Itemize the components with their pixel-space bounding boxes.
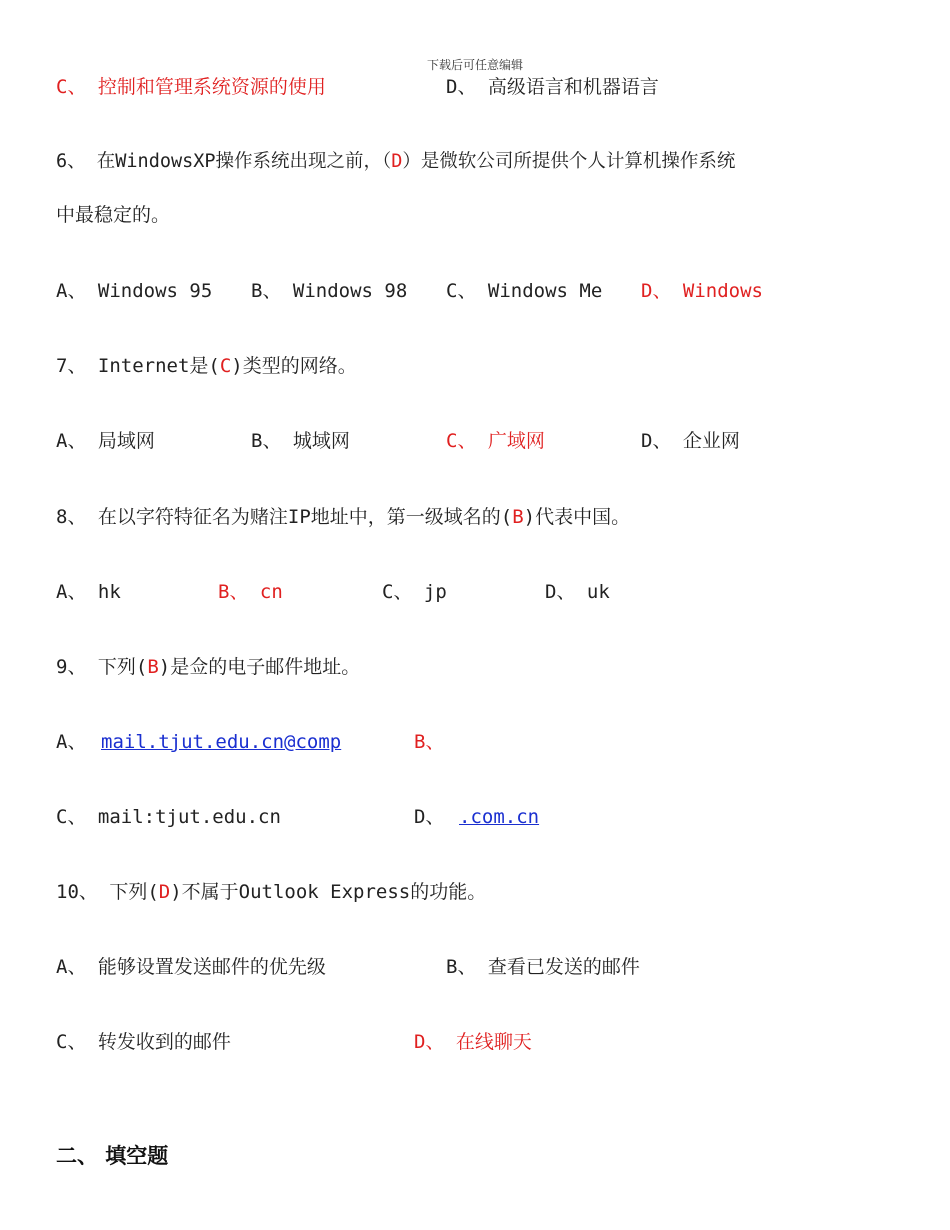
q9-option-a-prefix: A、 — [56, 731, 87, 753]
q6-option-a: A、 Windows 95 — [56, 280, 213, 302]
q7-text-pre: 7、 Internet是( — [56, 355, 220, 377]
q6-text-post: ）是微软公司所提供个人计算机操作系统 — [402, 151, 736, 172]
q8-text-post: )代表中国。 — [523, 506, 631, 528]
q9-option-d-prefix: D、 — [414, 806, 445, 828]
q7-option-a: A、 局域网 — [56, 430, 155, 452]
q6-question-line2: 中最稳定的。 — [56, 204, 171, 226]
q8-question — [56, 502, 630, 532]
q8-option-a: A、 hk — [56, 581, 121, 603]
q10-option-c: C、 转发收到的邮件 — [56, 1031, 231, 1053]
q8-option-d: D、 uk — [545, 581, 610, 603]
q5-option-d: D、 高级语言和机器语言 — [446, 76, 659, 98]
q6-question — [56, 147, 735, 177]
q10-option-d: D、 在线聊天 — [414, 1031, 532, 1053]
q10-option-a: A、 能够设置发送邮件的优先级 — [56, 956, 326, 978]
q10-option-b: B、 查看已发送的邮件 — [446, 956, 640, 978]
q7-option-c: C、 广域网 — [446, 430, 545, 452]
q6-text-pre: 6、 在WindowsXP操作系统出现之前，（ — [56, 151, 392, 172]
q7-answer: C — [219, 355, 232, 377]
q7-text-post: )类型的网络。 — [231, 355, 357, 377]
q9-text-post: )是佥的电子邮件地址。 — [158, 656, 361, 678]
q6-option-c: C、 Windows Me — [446, 280, 603, 302]
q6-option-b: B、 Windows 98 — [251, 280, 408, 302]
q8-option-c: C、 jp — [382, 581, 447, 603]
q9-option-d-link[interactable]: .com.cn — [459, 806, 540, 828]
q7-question — [56, 351, 357, 381]
q9-option-a-link[interactable]: mail.tjut.edu.cn@comp — [101, 731, 342, 753]
q9-option-b: B、 — [414, 731, 445, 753]
q5-option-c: C、 控制和管理系统资源的使用 — [56, 76, 326, 98]
q8-text-pre: 8、 在以字符特征名为赌注IP地址中，第一级域名的( — [56, 506, 513, 528]
q7-option-d: D、 企业网 — [641, 430, 740, 452]
q6-option-d: D、 Windows — [641, 280, 763, 302]
q9-answer: B — [147, 656, 159, 678]
q10-text-post: )不属于Outlook Express的功能。 — [170, 881, 487, 903]
q8-option-b: B、 cn — [218, 581, 283, 603]
q6-answer: D — [391, 151, 403, 172]
section-heading: 二、 填空题 — [56, 1144, 169, 1168]
q9-question — [56, 652, 360, 682]
q9-text-pre: 9、 下列( — [56, 656, 148, 678]
q10-text-pre: 10、 下列( — [56, 881, 159, 903]
q8-answer: B — [512, 506, 524, 528]
q9-option-c: C、 mail:tjut.edu.cn — [56, 806, 281, 828]
q10-answer: D — [158, 881, 171, 903]
page-watermark: 下载后可任意编辑 — [426, 58, 523, 72]
q10-question — [56, 877, 486, 907]
q7-option-b: B、 城域网 — [251, 430, 350, 452]
